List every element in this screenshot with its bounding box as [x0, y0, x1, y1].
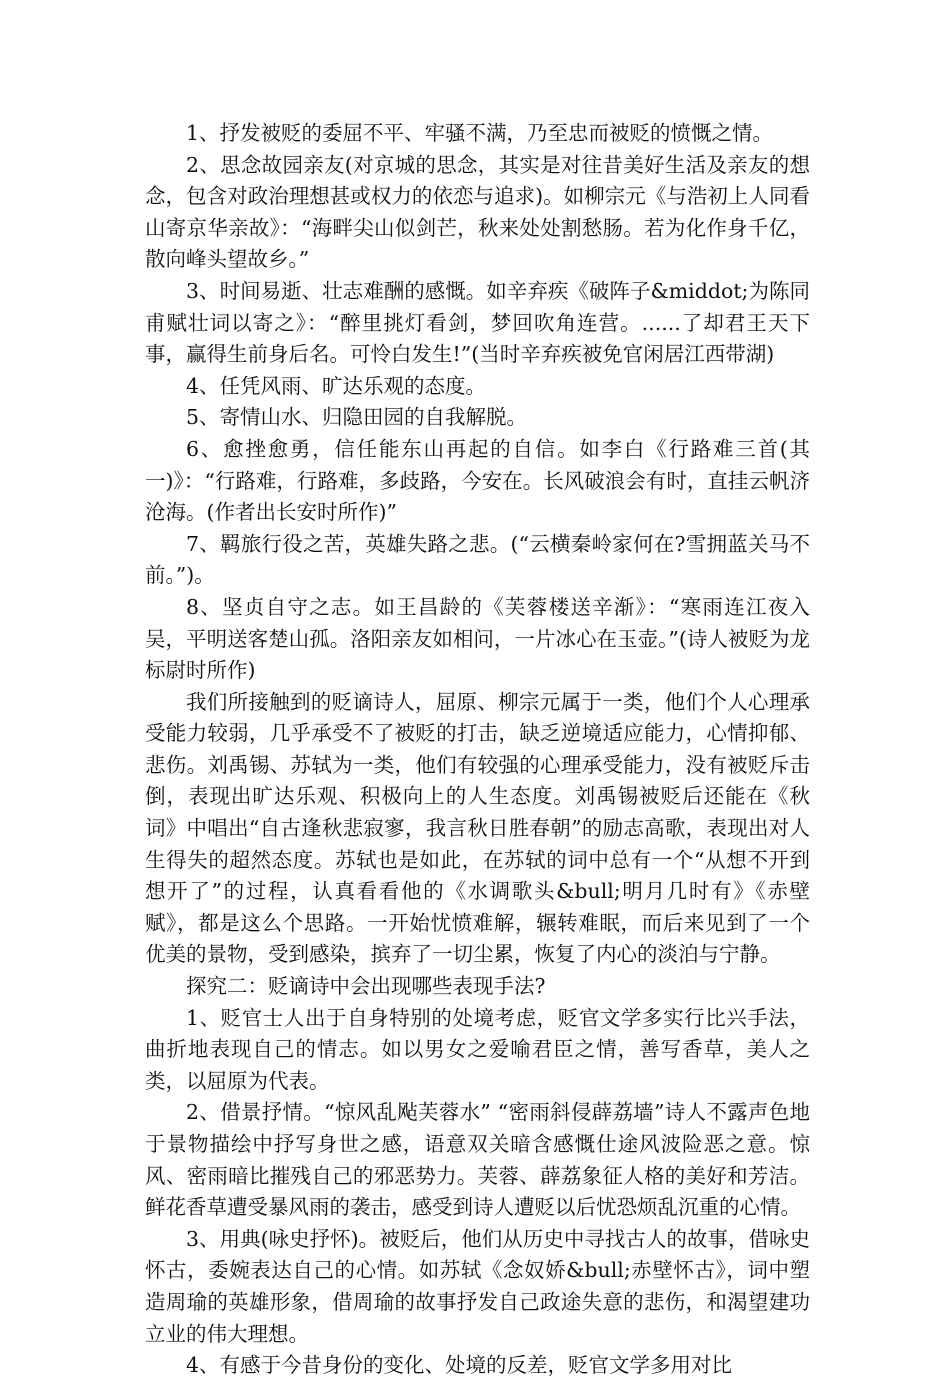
technique-4: 4、有感于今昔身份的变化、处境的反差，贬官文学多用对比	[186, 1353, 733, 1378]
paragraph-3: 3、时间易逝、壮志难酬的感慨。如辛弃疾《破阵子&middot;为陈同甫赋壮词以寄之》：“醉里挑灯看剑，梦回吹角连营。......了却君王天下事，赢得生前身后名。可怜白发生!”(当时辛弃疾被免官闲居江西带湖)	[145, 278, 810, 367]
paragraph-6: 6、愈挫愈勇，信任能东山再起的自信。如李白《行路难三首(其一)》：“行路难，行路难，多歧路，今安在。长风破浪会有时，直挂云帆济沧海。(作者出长安时所作)”	[145, 436, 810, 525]
paragraph-8: 8、坚贞自守之志。如王昌龄的《芙蓉楼送辛渐》：“寒雨连江夜入吴，平明送客楚山孤。洛阳亲友如相问，一片冰心在玉壶。”(诗人被贬为龙标尉时所作)	[145, 594, 810, 683]
section-heading: 探究二：贬谪诗中会出现哪些表现手法?	[186, 974, 546, 999]
paragraph-4: 4、任凭风雨、旷达乐观的态度。	[186, 373, 487, 398]
paragraph-summary: 我们所接触到的贬谪诗人，屈原、柳宗元属于一类，他们个人心理承受能力较弱，几乎承受不了被贬的打击，缺乏逆境适应能力，心情抑郁、悲伤。刘禹锡、苏轼为一类，他们有较强的心理承受能力，没有被贬斥击倒，表现出旷达乐观、积极向上的人生态度。刘禹锡被贬后还能在《秋词》中唱出“自古逢秋悲寂寥，我言秋日胜春朝”的励志高歌，表现出对人生得失的超然态度。苏轼也是如此，在苏轼的词中总有一个“从想不开到想开了”的过程，认真看看他的《水调歌头&bull;明月几时有》《赤壁赋》，都是这么个思路。一开始忧愤难解，辗转难眠，而后来见到了一个优美的景物，受到感染，摈弃了一切尘累，恢复了内心的淡泊与宁静。	[145, 689, 810, 967]
paragraph-5: 5、寄情山水、归隐田园的自我解脱。	[186, 405, 528, 430]
document-body	[145, 118, 810, 1382]
paragraph-7: 7、羁旅行役之苦，英雄失路之悲。(“云横秦岭家何在?雪拥蓝关马不前。”)。	[145, 531, 810, 588]
paragraph-1: 1、抒发被贬的委屈不平、牢骚不满，乃至忠而被贬的愤慨之情。	[186, 121, 774, 145]
technique-1: 1、贬官士人出于自身特别的处境考虑，贬官文学多实行比兴手法，曲折地表现自己的情志。如以男女之爱喻君臣之情，善写香草，美人之类，以屈原为代表。	[145, 1005, 810, 1093]
paragraph-2: 2、思念故园亲友(对京城的思念，其实是对往昔美好生活及亲友的想念，包含对政治理想甚或权力的依恋与追求)。如柳宗元《与浩初上人同看山寄京华亲故》：“海畔尖山似剑芒，秋来处处割愁肠。若为化作身千亿，散向峰头望故乡。”	[145, 152, 810, 272]
technique-2: 2、借景抒情。“惊风乱飐芙蓉水” “密雨斜侵薜荔墙”诗人不露声色地于景物描绘中抒写身世之感，语意双关暗含感慨仕途风波险恶之意。惊风、密雨暗比摧残自己的邪恶势力。芙蓉、薜荔象征人格的美好和芳洁。鲜花香草遭受暴风雨的袭击，感受到诗人遭贬以后忧恐烦乱沉重的心情。	[145, 1100, 810, 1220]
technique-3: 3、用典(咏史抒怀)。被贬后，他们从历史中寻找古人的故事，借咏史怀古，委婉表达自己的心情。如苏轼《念奴娇&bull;赤壁怀古》，词中塑造周瑜的英雄形象，借周瑜的故事抒发自己政途失意的悲伤，和渴望建功立业的伟大理想。	[145, 1226, 810, 1346]
